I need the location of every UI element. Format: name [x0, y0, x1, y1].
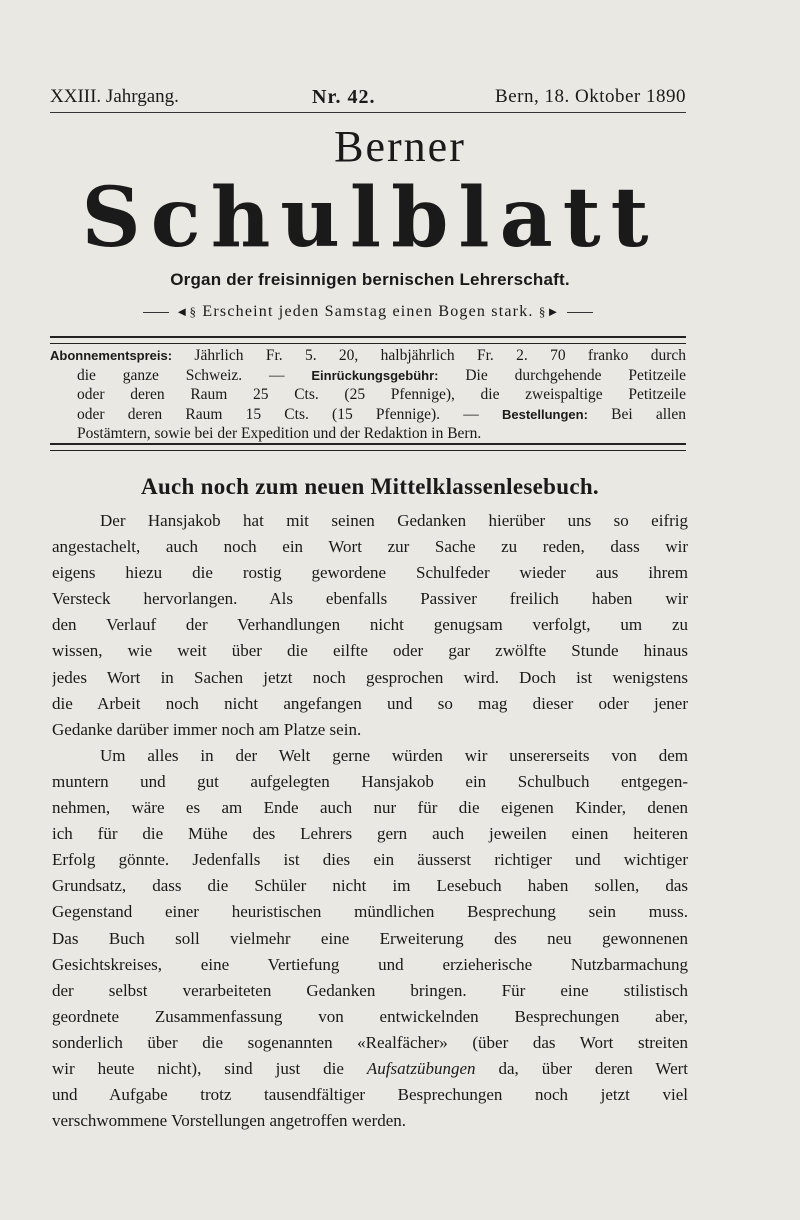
double-rule-bottom [50, 443, 686, 451]
info-line-1 [50, 346, 686, 366]
info-text-4b: Bei allen [611, 405, 686, 423]
body-line: angestachelt, auch noch ein Wort zur Sache zu reden, dass wir [52, 537, 688, 557]
body-line: die Arbeit noch nicht angefangen und so mag dieser oder jener [52, 693, 688, 713]
body-line: Gedanke darüber immer noch am Platze sein. [52, 719, 362, 739]
info-line-3: oder deren Raum 25 Cts. (25 Pfennige), die zweispaltige Petitzeile [77, 386, 686, 403]
masthead-title-big: Schulblatt [81, 170, 659, 266]
body-line: Erfolg gönnte. Jedenfalls ist dies ein äusserst richtiger und wichtiger [52, 850, 688, 870]
body-line: Gesichtskreises, eine Vertiefung und erzieherische Nutzbarmachung [52, 954, 688, 974]
header-meta-line [50, 86, 686, 114]
subscription-info [50, 346, 686, 444]
volume-label: XXIII. Jahrgang. [50, 86, 179, 107]
emphasis-aufsatzuebungen: Aufsatzübungen [366, 1058, 476, 1078]
body-line: Das Buch soll vielmehr eine Erweiterung des neu gewonnenen [52, 928, 688, 948]
body-line: Gegenstand einer heuristischen mündlichen Besprechung sein muss. [52, 902, 688, 922]
right-dash [567, 312, 593, 313]
left-dash [143, 312, 169, 313]
label-bestellungen: Bestellungen: [501, 406, 588, 422]
body-line: nehmen, wäre es am Ende auch nur für die eigenen Kinder, denen [52, 798, 688, 818]
left-ornament-icon: ◄§ [175, 304, 198, 319]
info-text-2a: die ganze Schweiz. — [77, 366, 285, 384]
body-line: muntern und gut aufgelegten Hansjakob ein Schulbuch entgegen- [52, 771, 688, 791]
body-line: Grundsatz, dass die Schüler nicht im Lesebuch haben sollen, das [52, 876, 688, 896]
body-line: den Verlauf der Verhandlungen nicht genugsam verfolgt, um zu [52, 615, 688, 635]
body-text-post: da, über deren Wert [498, 1058, 688, 1078]
body-line: geordnete Zusammenfassung von entwickelnden Besprechungen aber, [52, 1006, 688, 1026]
masthead-title-small: Berner [334, 122, 466, 171]
masthead-subtitle: Organ der freisinnigen bernischen Lehrerschaft. [170, 270, 570, 289]
body-line: jedes Wort in Sachen jetzt noch gesprochen wird. Doch ist wenigstens [52, 667, 688, 687]
body-line: eigens hiezu die rostig gewordene Schulfeder wieder aus ihrem [52, 563, 688, 583]
body-line: sonderlich über die sogenannten «Realfächer» (über das Wort streiten [52, 1032, 688, 1052]
info-line-4 [50, 405, 686, 425]
body-line: Um alles in der Welt gerne würden wir unsererseits von dem [100, 745, 688, 765]
issue-number: Nr. 42. [312, 86, 376, 108]
place-date: Bern, 18. Oktober 1890 [495, 86, 686, 107]
info-line-5: Postämtern, sowie bei der Expedition und der Redaktion in Bern. [77, 425, 482, 442]
body-line: verschwommene Vorstellungen angetroffen werden. [52, 1111, 407, 1131]
body-line: Der Hansjakob hat mit seinen Gedanken hierüber uns so eifrig [100, 511, 688, 530]
info-text-2b: Die durchgehende Petitzeile [465, 366, 687, 384]
label-einrueckung: Einrückungsgebühr: [311, 367, 439, 383]
article-body [52, 508, 688, 1134]
body-line: ich für die Mühe des Lehrers gern auch jeweilen einen heiteren [52, 824, 688, 844]
body-line: der selbst verarbeiteten Gedanken bringen. Für eine stilistisch [52, 980, 688, 1000]
double-rule-top [50, 336, 686, 344]
publication-frequency [50, 303, 686, 327]
frequency-text: Erscheint jeden Samstag einen Bogen stark. [202, 303, 534, 320]
info-text-4a: oder deren Raum 15 Cts. (15 Pfennige). — [77, 405, 479, 423]
label-abonnement: Abonnementspreis: [50, 348, 173, 363]
info-line-2 [50, 366, 686, 386]
body-line: Versteck hervorlangen. Als ebenfalls Passiver freilich haben wir [52, 589, 688, 609]
body-line: und Aufgabe trotz tausendfältiger Besprechungen noch jetzt viel [52, 1085, 688, 1105]
info-text-abo: Jährlich Fr. 5. 20, halbjährlich Fr. 2. 70 franko durch [194, 347, 686, 364]
body-line: wissen, wie weit über die eilfte oder gar zwölfte Stunde hinaus [52, 641, 688, 661]
body-text-pre: wir heute nicht), sind just die [52, 1058, 344, 1078]
article-title: Auch noch zum neuen Mittelklassenlesebuch. [141, 474, 599, 499]
body-line [52, 1056, 688, 1082]
header-rule [50, 112, 686, 113]
right-ornament-icon: §► [538, 304, 561, 319]
